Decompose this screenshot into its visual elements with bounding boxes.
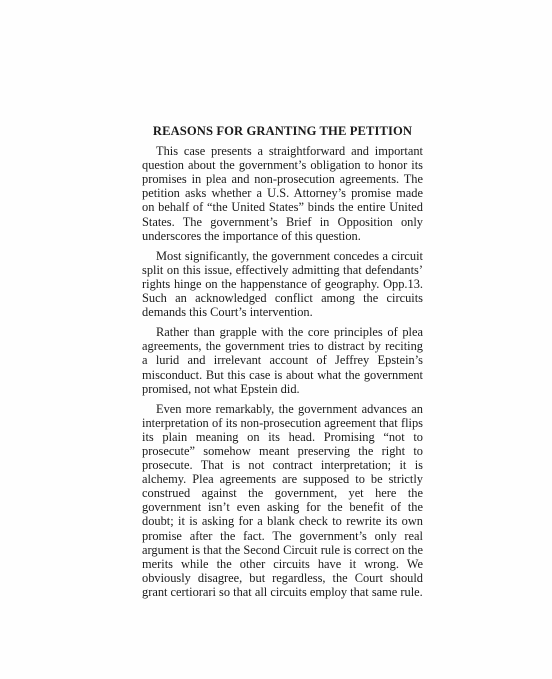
paragraph: Rather than grapple with the core principles of plea agreements, the government tries to distract by reciting a lurid and irrelevant account of Jeffrey Epstein’s misconduct. But this case is about what the government promised, not what Epstein did.	[142, 325, 423, 396]
paragraph: Most significantly, the government concedes a circuit split on this issue, effectively admitting that defendants’ rights hinge on the happenstance of geography. Opp.13. Such an acknowledged conflict among the circuits demands this Court’s intervention.	[142, 248, 423, 320]
page-body	[142, 124, 423, 605]
paragraph: Even more remarkably, the government advances an interpretation of its non-prosecution agreement that flips its plain meaning on its head. Promising “not to prosecute” somehow meant preserving the right to prosecute. That is not contract interpretation; it is alchemy. Plea agreements are supposed to be strictly construed against the government, yet here the government isn’t even asking for the benefit of the doubt; it is asking for a blank check to rewrite its own promise after the fact. The government’s only real argument is that the Second Circuit rule is correct on the merits while the other circuits have it wrong. We obviously disagree, but regardless, the Court should grant certiorari so that all circuits employ that same rule.	[142, 401, 423, 599]
section-heading: REASONS FOR GRANTING THE PETITION	[152, 124, 413, 138]
paragraph: This case presents a straightforward and important question about the government’s obligation to honor its promises in plea and non-prosecution agreements. The petition asks whether a U.S. Attorney’s promise made on behalf of “the United States” binds the entire United States. The government’s Brief in Opposition only underscores the importance of this question.	[142, 144, 423, 243]
